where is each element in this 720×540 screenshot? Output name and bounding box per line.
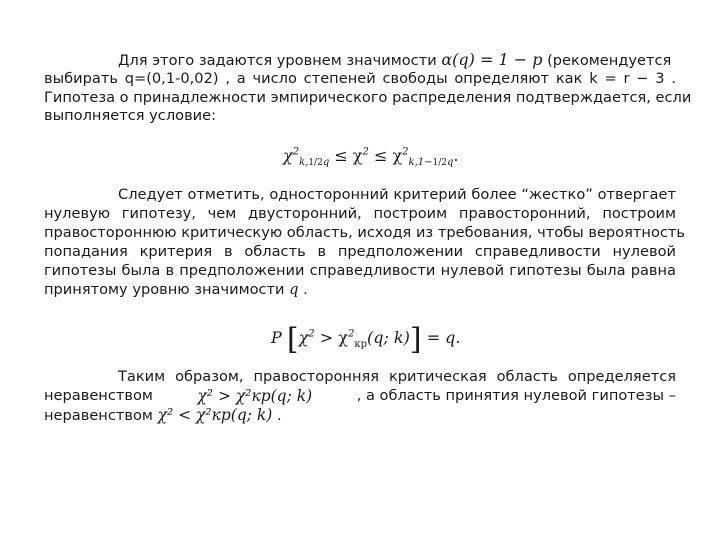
condition-formula (283, 146, 459, 169)
paragraph2-line6 (44, 281, 676, 299)
sub: k, (299, 157, 309, 169)
args: (q; k) (366, 328, 410, 347)
paragraph2-line5: гипотезы была в предположении справедливости нулевой гипотезы была равна (44, 262, 676, 279)
sub-kr: кр (354, 339, 367, 351)
paragraph2-line2: нулевую гипотезу, чем двусторонний, построим правосторонний, построим (44, 205, 676, 222)
sub: k,1− (408, 157, 433, 169)
p3-line2-after: , а область принятия нулевой гипотезы – (356, 387, 676, 404)
probability-formula (271, 322, 461, 357)
paragraph2-line4: попадания критерия в область в предположении справедливости нулевой (44, 243, 676, 260)
le-chi: ≤ χ (334, 146, 363, 165)
paragraph3-line3 (44, 406, 676, 425)
sup: 2 (362, 146, 369, 158)
alpha-formula: α(q) = 1 − p (441, 50, 543, 69)
p1-line1-after: (рекомендуется (547, 52, 672, 69)
p3-line2-text: неравенством (44, 387, 153, 404)
le-chi-2: ≤ χ (373, 146, 403, 165)
paragraph1-line4: выполняется условие: (44, 107, 217, 124)
p3-line3-text: неравенством (44, 407, 153, 424)
p2-line6-text: принятому уровню значимости (44, 281, 285, 298)
period: . (303, 281, 308, 298)
period: . (277, 407, 282, 424)
equals-q: = q. (426, 328, 461, 347)
paragraph2-line1: Следует отметить, односторонний критерий более “жестко” отвергает (118, 186, 676, 203)
paragraph3-line1: Таким образом, правосторонняя критическая область определяется (118, 368, 676, 385)
sup: 2 (402, 146, 409, 158)
gt-chi: > χ (319, 328, 348, 347)
chi-symbol: χ (283, 146, 293, 165)
gt-inequality: χ² > χ²кр(q; k) (197, 387, 313, 405)
paragraph2-line3: правостороннюю критическую область, исходя из требования, чтобы вероятность (44, 224, 685, 241)
p1-line1-text: Для этого задаются уровнем значимости (118, 52, 437, 69)
P-symbol: P (271, 328, 282, 347)
frac: 1/2 (308, 158, 323, 169)
paragraph1-line3: Гипотеза о принадлежности эмпирического распределения подтверждается, если (44, 89, 692, 106)
paragraph1-line2: выбирать q=(0,1-0,02) , а число степеней свободы определяют как k = r − 3 . (44, 70, 676, 87)
sup: 2 (347, 328, 355, 340)
sup: 2 (308, 328, 315, 340)
lt-inequality: χ² < χ²кр(q; k) (157, 406, 273, 424)
chi-symbol: χ (298, 328, 309, 347)
sup: 2 (292, 146, 300, 158)
paragraph1-line1 (118, 51, 676, 70)
period: . (453, 146, 459, 165)
sub-q: q (447, 157, 454, 169)
q-var: q (289, 281, 299, 298)
left-bracket: [ (286, 322, 299, 357)
frac: 1/2 (432, 158, 447, 169)
sub-q: q (322, 157, 330, 169)
right-bracket: ] (409, 322, 422, 357)
paragraph3-line2 (44, 387, 676, 405)
